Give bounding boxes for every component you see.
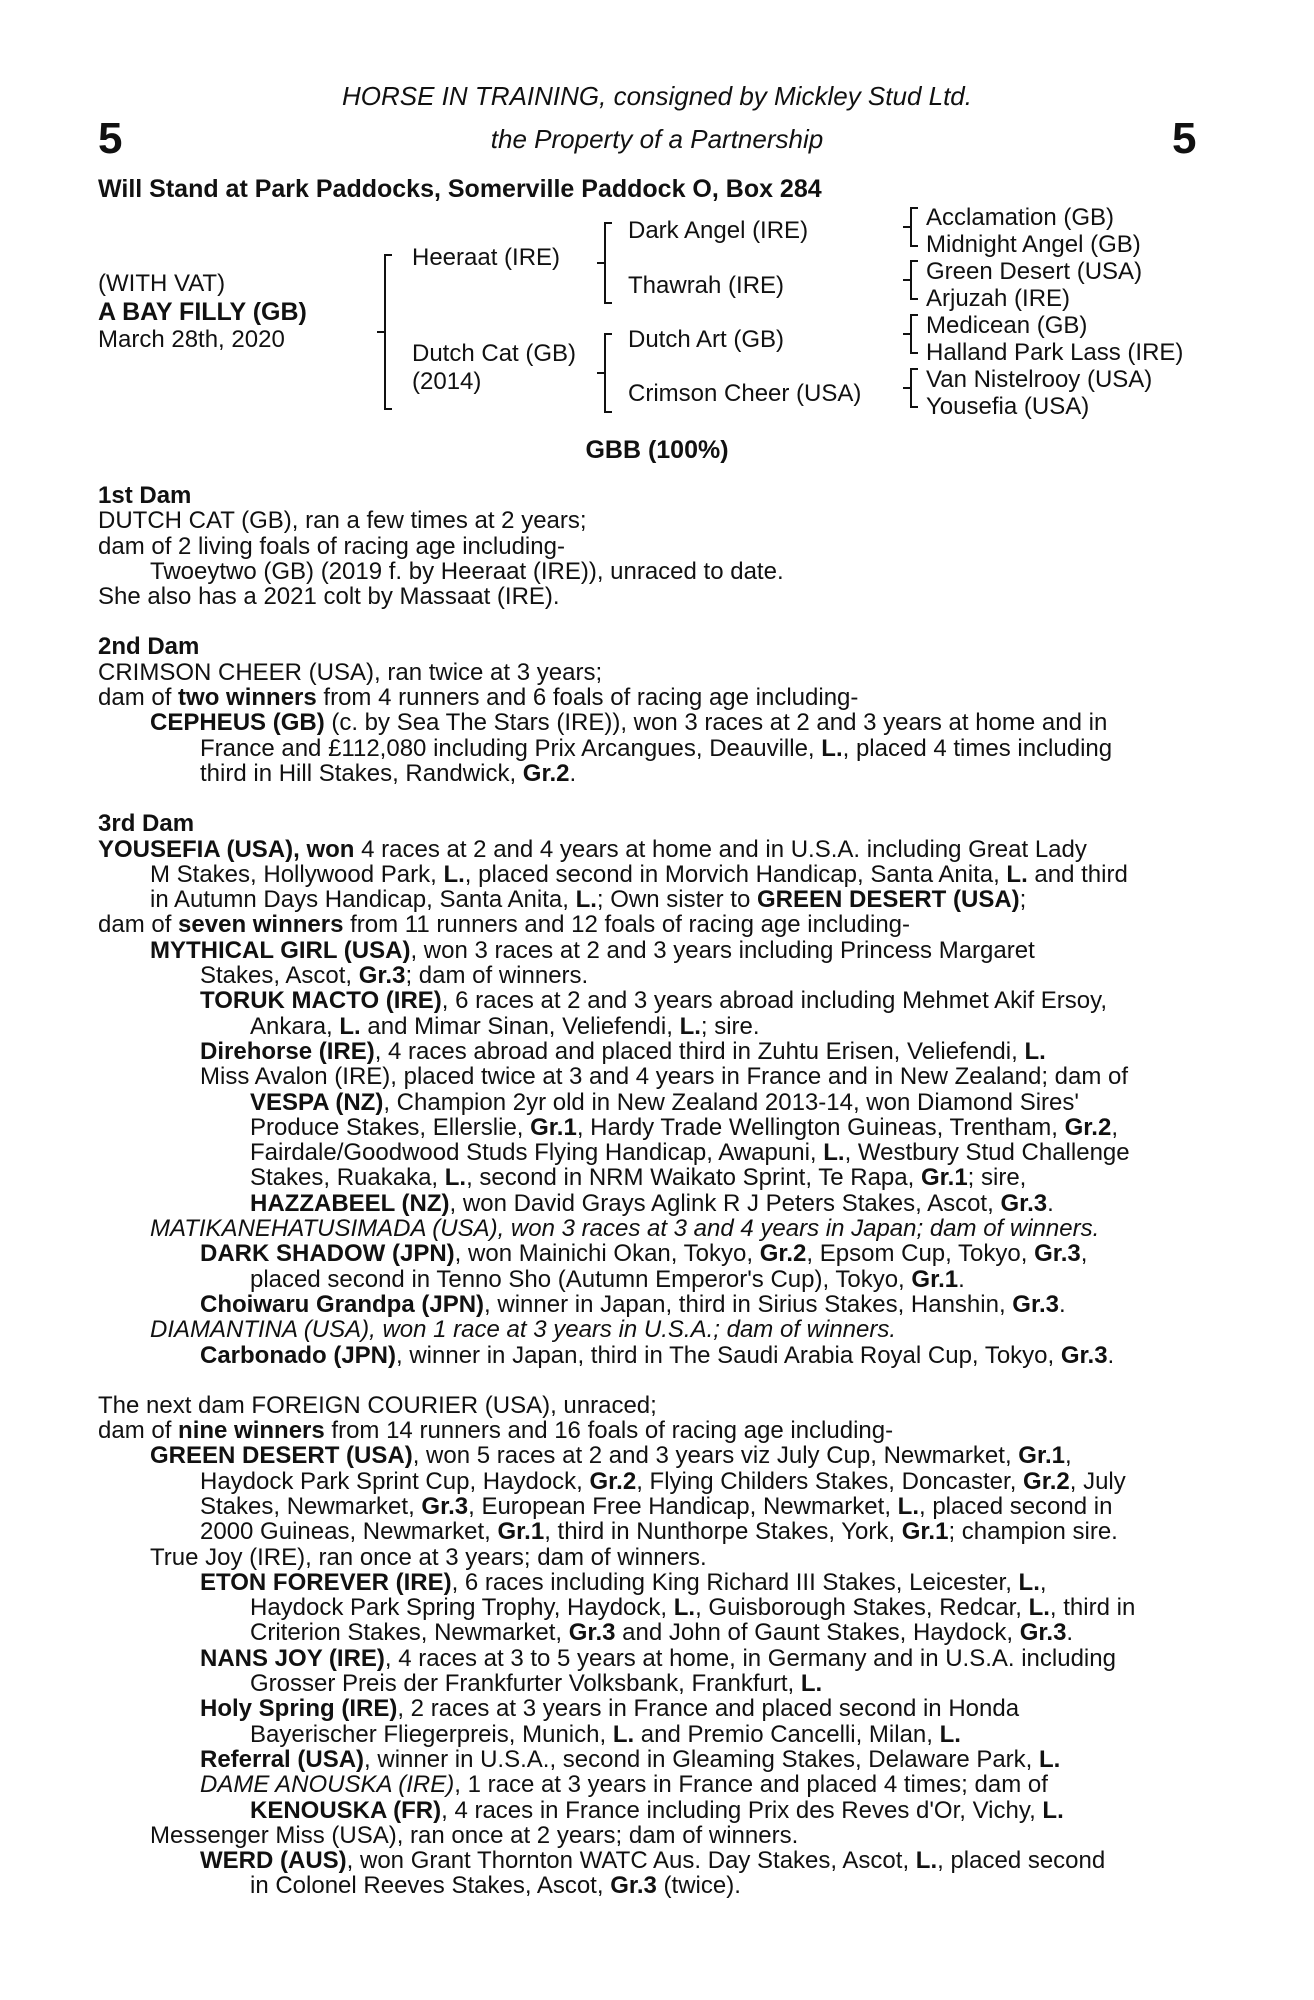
next-dam-line: Messenger Miss (USA), ran once at 2 years; dam of winners. (150, 1822, 799, 1849)
pedigree-brace-ds (910, 314, 918, 354)
first-dam-line: She also has a 2021 colt by Massaat (IRE). (98, 584, 560, 610)
next-dam-line: Haydock Park Sprint Cup, Haydock, Gr.2, Flying Childers Stakes, Doncaster, Gr.2, July (200, 1468, 1126, 1494)
pedigree-brace-dd (910, 368, 918, 408)
first-dam-heading: 1st Dam (98, 482, 192, 509)
pedigree-brace-main (384, 254, 392, 410)
first-dam-line: Twoeytwo (GB) (2019 f. by Heeraat (IRE)), unraced to date. (150, 558, 784, 585)
next-dam-line: True Joy (IRE), ran once at 3 years; dam of winners. (150, 1544, 707, 1570)
sire-dam: Thawrah (IRE) (628, 272, 785, 299)
ssd: Midnight Angel (GB) (926, 231, 1141, 258)
next-dam-line: WERD (AUS), won Grant Thornton WATC Aus. Day Stakes, Ascot, L., placed second (200, 1848, 1106, 1874)
third-dam-line: M Stakes, Hollywood Park, L., placed second in Morvich Handicap, Santa Anita, L. and third (150, 861, 1128, 888)
third-dam-line: DARK SHADOW (JPN), won Mainichi Okan, Tokyo, Gr.2, Epsom Cup, Tokyo, Gr.3, (200, 1241, 1088, 1267)
next-dam-line: dam of nine winners from 14 runners and 16 foals of racing age including- (98, 1418, 894, 1444)
pedigree-brace-sire (604, 222, 612, 304)
dam-sire: Dutch Art (GB) (628, 326, 785, 353)
sire: Heeraat (IRE) (412, 244, 561, 271)
next-dam-line: GREEN DESERT (USA), won 5 races at 2 and 3 years viz July Cup, Newmarket, Gr.1, (150, 1443, 1072, 1469)
third-dam-line: Carbonado (JPN), winner in Japan, third in The Saudi Arabia Royal Cup, Tokyo, Gr.3. (200, 1342, 1115, 1368)
next-dam-line: Bayerischer Fliegerpreis, Munich, L. and Premio Cancelli, Milan, L. (250, 1721, 961, 1747)
sds: Green Desert (USA) (926, 258, 1143, 285)
next-dam-line: ETON FOREVER (IRE), 6 races including King Richard III Stakes, Leicester, L., (200, 1569, 1047, 1596)
second-dam-line: France and £112,080 including Prix Arcangues, Deauville, L., placed 4 times including (200, 735, 1113, 761)
third-dam-line: HAZZABEEL (NZ), won David Grays Aglink R J Peters Stakes, Ascot, Gr.3. (250, 1190, 1054, 1217)
stand-location: Will Stand at Park Paddocks, Somerville Paddock O, Box 284 (98, 175, 822, 203)
third-dam-section (98, 811, 1206, 1368)
dss: Medicean (GB) (926, 312, 1088, 339)
next-dam-line: Holy Spring (IRE), 2 races at 3 years in France and placed second in Honda (200, 1696, 1020, 1722)
third-dam-line: dam of seven winners from 11 runners and 12 foals of racing age including- (98, 912, 911, 938)
dam-dam: Crimson Cheer (USA) (628, 380, 862, 407)
third-dam-line: Stakes, Ruakaka, L., second in NRM Waikato Sprint, Te Rapa, Gr.1; sire, (250, 1165, 1027, 1191)
dsd: Halland Park Lass (IRE) (926, 339, 1184, 366)
next-dam-line: Stakes, Newmarket, Gr.3, European Free Handicap, Newmarket, L., placed second in (200, 1493, 1113, 1520)
second-dam-line: CEPHEUS (GB) (c. by Sea The Stars (IRE)), won 3 races at 2 and 3 years at home and in (150, 710, 1108, 736)
next-dam-line: Criterion Stakes, Newmarket, Gr.3 and John of Gaunt Stakes, Haydock, Gr.3. (250, 1620, 1074, 1646)
second-dam-heading: 2nd Dam (98, 633, 200, 661)
next-dam-line: Haydock Park Spring Trophy, Haydock, L., Guisborough Stakes, Redcar, L., third in (250, 1595, 1136, 1621)
third-dam-line: TORUK MACTO (IRE), 6 races at 2 and 3 years abroad including Mehmet Akif Ersoy, (200, 988, 1108, 1014)
third-dam-line: in Autumn Days Handicap, Santa Anita, L.; Own sister to GREEN DESERT (USA); (150, 887, 1027, 913)
lot-number-left: 5 (98, 114, 123, 163)
next-dam-line: Grosser Preis der Frankfurter Volksbank, Frankfurt, L. (250, 1671, 823, 1697)
sss: Acclamation (GB) (926, 204, 1115, 231)
dam: Dutch Cat (GB) (412, 340, 577, 367)
second-dam-section (98, 634, 1206, 786)
first-dam-section (98, 483, 1206, 609)
next-dam-line: in Colonel Reeves Stakes, Ascot, Gr.3 (twice). (250, 1873, 741, 1899)
horse-name: A BAY FILLY (GB) (98, 298, 307, 326)
first-dam-line: dam of 2 living foals of racing age including- (98, 533, 565, 559)
lot-number-right: 5 (1172, 114, 1197, 163)
next-dam-line: NANS JOY (IRE), 4 races at 3 to 5 years at home, in Germany and in U.S.A. including (200, 1645, 1116, 1672)
foaling-date: March 28th, 2020 (98, 326, 285, 353)
sdd: Arjuzah (IRE) (926, 285, 1071, 312)
dds: Van Nistelrooy (USA) (926, 366, 1153, 393)
next-dam-line: 2000 Guineas, Newmarket, Gr.1, third in Nunthorpe Stakes, York, Gr.1; champion sire. (200, 1519, 1118, 1545)
third-dam-line: DIAMANTINA (USA), won 1 race at 3 years in U.S.A.; dam of winners. (150, 1317, 897, 1343)
next-dam-line: DAME ANOUSKA (IRE), 1 race at 3 years in France and placed 4 times; dam of (200, 1772, 1048, 1798)
third-dam-line: Miss Avalon (IRE), placed twice at 3 and 4 years in France and in New Zealand; dam of (200, 1064, 1129, 1090)
third-dam-line: Stakes, Ascot, Gr.3; dam of winners. (200, 963, 589, 989)
second-dam-line: third in Hill Stakes, Randwick, Gr.2. (200, 760, 577, 787)
third-dam-line: MATIKANEHATUSIMADA (USA), won 3 races at 3 and 4 years in Japan; dam of winners. (150, 1216, 1100, 1242)
third-dam-line: YOUSEFIA (USA), won 4 races at 2 and 4 years at home and in U.S.A. including Great Lady (98, 836, 1087, 862)
sire-sire: Dark Angel (IRE) (628, 217, 809, 244)
next-dam-line: KENOUSKA (FR), 4 races in France including Prix des Reves d'Or, Vichy, L. (250, 1797, 1064, 1823)
pedigree-brace-dam (604, 333, 612, 413)
dam-year: (2014) (412, 368, 482, 395)
pedigree-brace-sd (910, 260, 918, 300)
third-dam-line: Direhorse (IRE), 4 races abroad and placed third in Zuhtu Erisen, Veliefendi, L. (200, 1038, 1046, 1065)
next-dam-line: Referral (USA), winner in U.S.A., second in Gleaming Stakes, Delaware Park, L. (200, 1746, 1061, 1773)
gbb-percentage: GBB (100%) (585, 436, 729, 464)
pedigree-brace-ss (910, 207, 918, 247)
third-dam-line: placed second in Tenno Sho (Autumn Emperor's Cup), Tokyo, Gr.1. (250, 1266, 965, 1292)
next-dam-section (98, 1393, 1206, 1899)
third-dam-line: VESPA (NZ), Champion 2yr old in New Zealand 2013-14, won Diamond Sires' (250, 1089, 1079, 1115)
property-line: the Property of a Partnership (490, 124, 824, 154)
second-dam-line: CRIMSON CHEER (USA), ran twice at 3 years; (98, 659, 603, 686)
third-dam-heading: 3rd Dam (98, 810, 195, 838)
third-dam-line: Produce Stakes, Ellerslie, Gr.1, Hardy Trade Wellington Guineas, Trentham, Gr.2, (250, 1114, 1118, 1141)
catalogue-body (98, 483, 1206, 1924)
third-dam-line: Ankara, L. and Mimar Sinan, Veliefendi, L.; sire. (250, 1013, 760, 1039)
second-dam-line: dam of two winners from 4 runners and 6 foals of racing age including- (98, 685, 859, 711)
third-dam-line: MYTHICAL GIRL (USA), won 3 races at 2 and 3 years including Princess Margaret (150, 937, 1035, 964)
third-dam-line: Choiwaru Grandpa (JPN), winner in Japan, third in Sirius Stakes, Hanshin, Gr.3. (200, 1291, 1066, 1318)
first-dam-line: DUTCH CAT (GB), ran a few times at 2 years; (98, 508, 587, 534)
next-dam-line: The next dam FOREIGN COURIER (USA), unraced; (98, 1392, 657, 1419)
third-dam-line: Fairdale/Goodwood Studs Flying Handicap, Awapuni, L., Westbury Stud Challenge (250, 1140, 1130, 1166)
vat-note: (WITH VAT) (98, 270, 226, 297)
consignor-line: HORSE IN TRAINING, consigned by Mickley Stud Ltd. (342, 81, 972, 111)
ddd: Yousefia (USA) (926, 393, 1090, 420)
